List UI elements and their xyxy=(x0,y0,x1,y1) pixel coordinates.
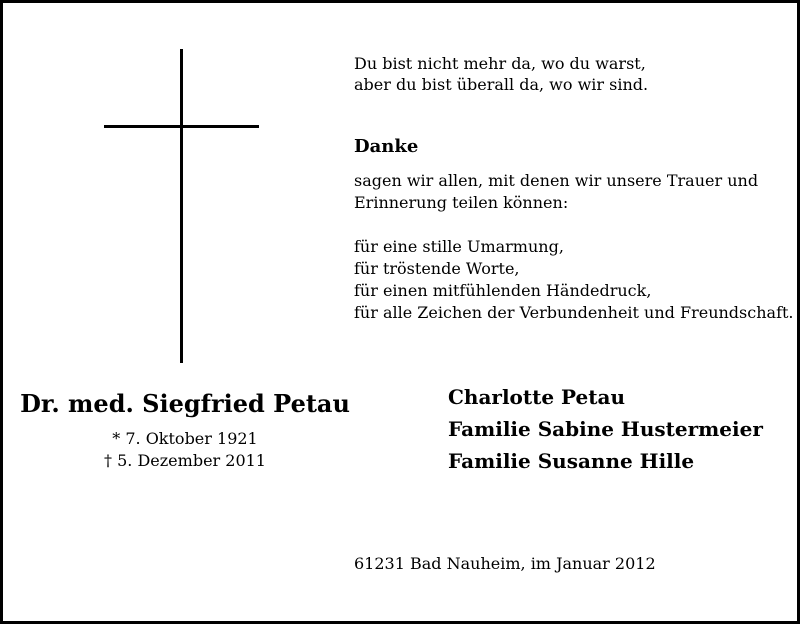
family-member: Familie Susanne Hille xyxy=(448,449,695,473)
thanks-item: für eine stille Umarmung, xyxy=(354,237,564,256)
thanks-intro-line-2: Erinnerung teilen können: xyxy=(354,193,569,212)
thanks-item: für alle Zeichen der Verbundenheit und Freundschaft. xyxy=(354,303,794,322)
deceased-name: Dr. med. Siegfried Petau xyxy=(20,389,350,418)
thanks-text xyxy=(354,170,794,324)
death-date: † 5. Dezember 2011 xyxy=(104,451,266,470)
birth-date: * 7. Oktober 1921 xyxy=(112,429,258,448)
family-member: Charlotte Petau xyxy=(448,385,626,409)
family-signatures xyxy=(448,381,763,477)
cross-vertical-bar xyxy=(180,49,183,363)
life-dates xyxy=(3,428,367,472)
verse-line-1: Du bist nicht mehr da, wo du warst, xyxy=(354,54,646,73)
verse xyxy=(354,53,648,95)
cross-horizontal-bar xyxy=(104,125,259,128)
thanks-item: für einen mitfühlenden Händedruck, xyxy=(354,281,652,300)
thanks-intro-line-1: sagen wir allen, mit denen wir unsere Trauer und xyxy=(354,171,759,190)
verse-line-2: aber du bist überall da, wo wir sind. xyxy=(354,75,649,94)
paragraph-gap xyxy=(354,214,794,236)
thanks-item: für tröstende Worte, xyxy=(354,259,520,278)
place-and-date: 61231 Bad Nauheim, im Januar 2012 xyxy=(354,554,656,573)
family-member: Familie Sabine Hustermeier xyxy=(448,417,763,441)
thanks-heading: Danke xyxy=(354,136,419,157)
